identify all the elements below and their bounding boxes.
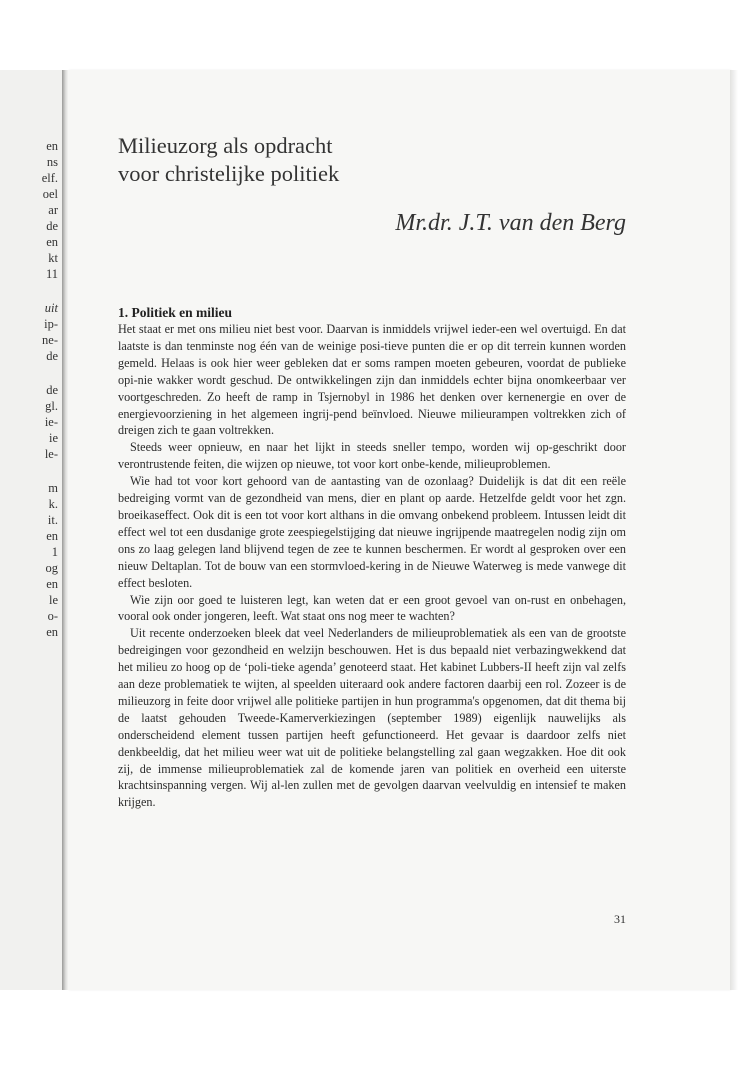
left-fragment: le- xyxy=(44,447,58,461)
title-line-2: voor christelijke politiek xyxy=(118,161,340,186)
left-fragment: ip- xyxy=(44,317,58,331)
section-heading: 1. Politiek en milieu xyxy=(118,305,232,320)
left-fragment: de xyxy=(46,219,58,233)
page-number: 31 xyxy=(614,912,626,926)
left-fragment: en xyxy=(46,577,58,591)
left-fragment: og xyxy=(45,561,58,575)
left-fragment: it. xyxy=(47,513,58,527)
left-fragment: kt xyxy=(48,251,58,265)
title-line-1: Milieuzorg als opdracht xyxy=(118,133,333,158)
paragraph: Steeds weer opnieuw, en naar het lijkt in steeds sneller tempo, worden wij op-geschrikt door verontrustende feiten, die wijzen op nieuwe, tot voor kort onbe-kende, milieuproblemen. xyxy=(118,440,626,472)
paragraph: Wie zijn oor goed te luisteren legt, kan weten dat er een groot gevoel van on-rust en onbehagen, vooral ook onder jongeren, leeft. Wat staat ons nog meer te wachten? xyxy=(118,592,626,624)
paragraph: Wie had tot voor kort gehoord van de aantasting van de ozonlaag? Duidelijk is dat dit een reële bedreiging vormt van de gezondheid van mens, dier en plant op aarde. Hetzelfde geldt voor het zgn. broeikaseffect. Ook dit is een tot voor kort althans in die omvang onbekend probleem. Intussen leidt dit effect wel tot een dusdanige grote zeespiegelstijging dat nieuwe ingrijpende maatregelen nodig zijn om ons zo laag gelegen land blijvend tegen de zee te kunnen beschermen. Er wordt al gesproken over een nieuw Deltaplan. Tot de bouw van een stormvloed-kering in de Nieuwe Waterweg is mede vanwege dit effect besloten. xyxy=(118,474,626,590)
left-fragment: k. xyxy=(48,497,58,511)
article-author: Mr.dr. J.T. van den Berg xyxy=(395,210,626,236)
left-fragment: en xyxy=(46,529,58,543)
left-fragment: o- xyxy=(47,609,58,623)
left-fragment: en xyxy=(46,235,58,249)
left-fragment: de xyxy=(46,349,58,363)
article-title xyxy=(118,132,638,188)
left-fragment: oel xyxy=(42,187,58,201)
left-fragment: uit xyxy=(44,301,58,315)
left-fragment: de xyxy=(46,383,58,397)
article-body xyxy=(118,321,626,811)
left-fragment: elf. xyxy=(41,171,58,185)
left-fragment: ar xyxy=(48,203,58,217)
left-fragment: ne- xyxy=(42,333,58,347)
paragraph: Het staat er met ons milieu niet best voor. Daarvan is inmiddels vrijwel ieder-een wel overtuigd. En dat laatste is dan tenminste nog één van de weinige posi-tieve punten die er op dit terrein kunnen worden gemeld. Helaas is ook hier weer gebleken dat er soms rampen moeten gebeuren, voordat de publieke opi-nie wakker wordt geschud. De ontwikkelingen zijn dan inmiddels echter bijna onomkeerbaar ver voortgeschreden. Zo heeft de ramp in Tsjernobyl in 1986 het denken over kernenergie en over de energievoorziening in het algemeen ingrij-pend beïnvloed. Nieuwe milieurampen voltrekken zich of dreigen zich te gaan voltrekken. xyxy=(118,322,626,438)
left-fragment: en xyxy=(46,625,58,639)
left-fragment: m xyxy=(48,481,58,495)
left-fragment: ie- xyxy=(44,415,58,429)
page-edge xyxy=(730,70,738,990)
left-fragment: en xyxy=(46,139,58,153)
left-fragment: 1 xyxy=(51,545,58,559)
paragraph: Uit recente onderzoeken bleek dat veel Nederlanders de milieuproblematiek als een van de grootste bedreigingen voor gezondheid en welzijn beschouwen. Het is dus bepaald niet verbazingwekkend dat het milieu zo hoog op de ‘poli-tieke agenda’ genoteerd staat. Het kabinet Lubbers-II heeft zijn val zelfs aan deze problematiek te wijten, al speelden uiteraard ook andere factoren daarbij een rol. Zozeer is de milieuzorg in feite door vrijwel alle politieke partijen in hun programma's opgenomen, dat dit thema bij de laatst gehouden Tweede-Kamerverkiezingen (september 1989) eigenlijk nauwelijks als onderscheidend element tussen partijen heeft gefunctioneerd. Het gevaar is daardoor zelfs niet denkbeeldig, dat het milieu weer wat uit de politieke belangstelling zal gaan wegzakken. Hoe dit ook zij, de immense milieuproblematiek zal de komende jaren van politiek en overheid een uiterste krachtsinspanning vergen. Wij al-len zullen met de gevolgen daarvan veelvuldig en intensief te maken krijgen. xyxy=(118,626,626,810)
left-fragment: ns xyxy=(46,155,58,169)
left-fragment: ie xyxy=(48,431,58,445)
left-facing-page xyxy=(0,70,62,990)
left-fragment: 11 xyxy=(45,267,58,281)
left-fragment: gl. xyxy=(45,399,58,413)
left-fragment: le xyxy=(48,593,58,607)
